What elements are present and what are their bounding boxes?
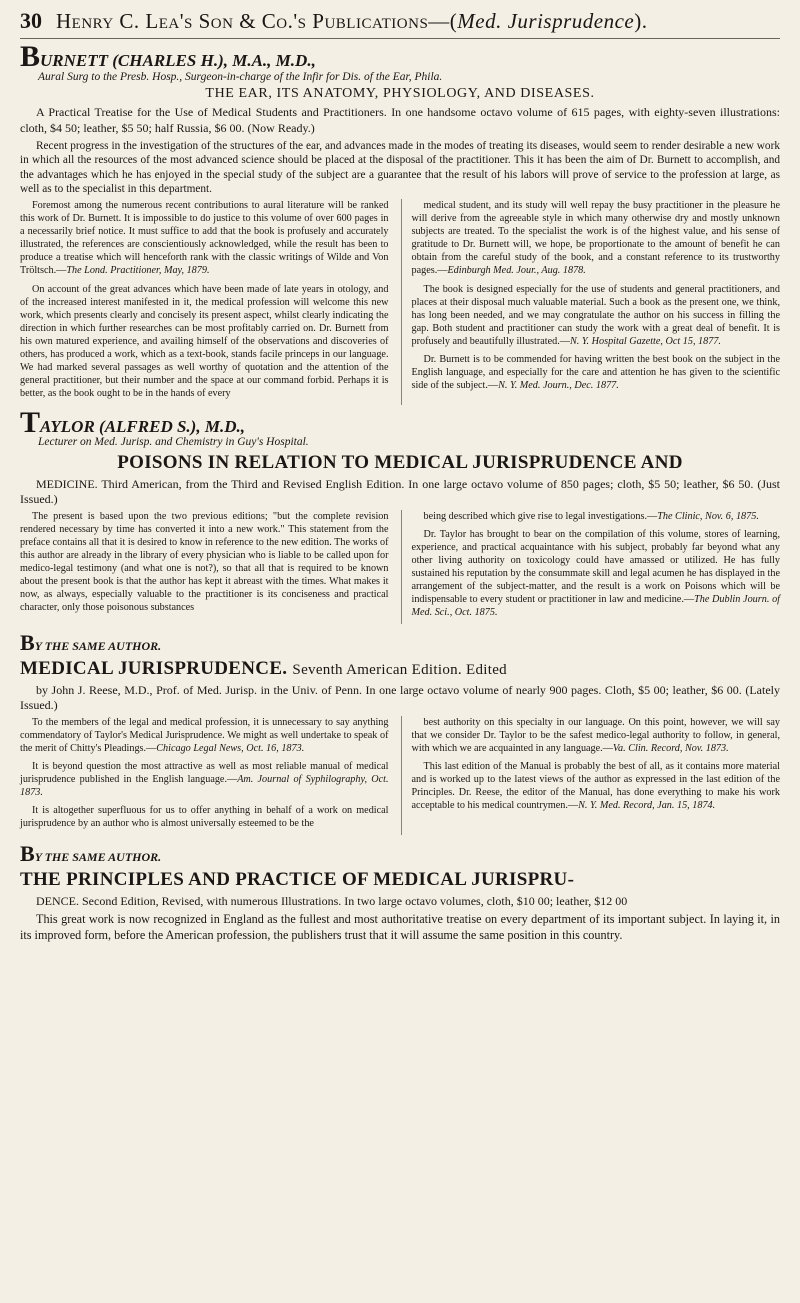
- running-title: Henry C. Lea's Son & Co.'s Publications—(Med. Jurisprudence).: [56, 9, 648, 33]
- by-same-author: BY THE SAME AUTHOR.: [20, 841, 162, 867]
- catalog-page: [20, 0, 780, 943]
- closing-paragraph: This great work is now recognized in England as the fullest and most authoritative treatise on every department of its important subject. In laying it, in its improved form, before the American profession, the publishers trust that it will assume the same position in this country.: [20, 912, 780, 942]
- review-quote: Dr. Burnett is to be commended for having written the best book on the subject in the English language, and especially for the care and attention he has given to the scientific side of the subject.—N. Y. Med. Journ., Dec. 1877.: [411, 353, 780, 391]
- review-column-right: [401, 199, 781, 405]
- author-affiliation: Lecturer on Med. Jurisp. and Chemistry in Guy's Hospital.: [38, 436, 309, 449]
- review-columns: [20, 199, 780, 405]
- review-quote: On account of the great advances which have been made of late years in otology, and of the increased interest manifested in it, the medical profession will welcome this new work, which presents clearly and concisely its present aspect, whilst clearly indicating the direction in which further researches can be most profitably carried on. Dr. Burnett from his own matured experience, and availing himself of the observations and discoveries of others, has produced a work, which as a text-book, stands facile princeps in our language. We had marked several passages as well worthy of quotation and the attention of the general practitioner, but their number and the space at our command forbid. Perhaps it is better, as the book ought to be in the hands of every: [20, 283, 389, 399]
- author-heading: BURNETT (CHARLES H.), M.A., M.D.,: [20, 40, 316, 73]
- review-quote: The book is designed especially for the use of students and general practitioners, and places at their disposal much valuable material. Such a book as the present one, we think, has long been needed, and we may congratulate the author on his success in filling the gap. Both student and practitioner can study the work with a great deal of benefit. It is profusely and beautifully illustrated.—N. Y. Hospital Gazette, Oct 15, 1877.: [411, 283, 780, 347]
- review-columns: [20, 510, 780, 624]
- book-title: THE PRINCIPLES AND PRACTICE OF MEDICAL JURISPRU-: [20, 869, 575, 891]
- lead-paragraph: Recent progress in the investigation of the structures of the ear, and advances made in the modes of treating its diseases, would seem to render desirable a new work in which all the resources of the most advanced science should be placed at the disposal of the practitioner. This it has been the aim of Dr. Burnett to accomplish, and the advantages which he has enjoyed in the special study of the subject are a guarantee that the result of his labors will prove of service to the profession at large, as well as to the specialist in this department.: [20, 139, 780, 195]
- entry-taylor-jurisprudence: [20, 630, 780, 835]
- review-column-right: [401, 716, 781, 835]
- review-quote: To the members of the legal and medical profession, it is unnecessary to say anything commendatory of Taylor's Medical Jurisprudence. We might as well undertake to speak of the merit of Chitty's Pleadings.—Chicago Legal News, Oct. 16, 1873.: [20, 716, 389, 754]
- review-quote: Dr. Taylor has brought to bear on the compilation of this volume, stores of learning, experience, and practical acquaintance with his subject, probably far beyond what any other living authority on toxicology could have amassed or utilized. He has fully sustained his reputation by the consummate skill and legal acumen he has displayed in the arrangement of the subject-matter, and the result is a work on Poisons which will be indispensable to every student or practitioner in law and medicine.—The Dublin Journ. of Med. Sci., Oct. 1875.: [411, 528, 780, 619]
- review-quote: It is altogether superfluous for us to offer anything in behalf of a work on medical jurisprudence by an author who is almost universally esteemed to be the: [20, 804, 389, 830]
- review-quote: being described which give rise to legal investigations.—The Clinic, Nov. 6, 1875.: [423, 510, 759, 522]
- entry-burnett: [20, 40, 780, 405]
- review-quote: This last edition of the Manual is probably the best of all, as it contains more material and is worked up to the latest views of the author as expressed in the last edition of the Principles. Dr. Reese, the editor of the Manual, has done everything to make his work acceptable to his medical countrymen.—N. Y. Med. Record, Jan. 15, 1874.: [411, 760, 780, 811]
- publication-details: MEDICINE. Third American, from the Third and Revised English Edition. In one large octavo volume of 850 pages; cloth, $5 50; leather, $6 50. (Just Issued.): [20, 477, 780, 507]
- review-quote: medical student, and its study will well repay the busy practitioner in the pleasure he will derive from the agreeable style in which many otherwise dry and mostly unknown subjects are treated. To the specialist the work is of the highest value, and his sense of gratitude to Dr. Burnett will, we hope, be proportionate to the amount of benefit he can obtain from the careful study of the book, and a constant reference to its trustworthy pages.—Edinburgh Med. Jour., Aug. 1878.: [411, 200, 780, 277]
- by-same-author: BY THE SAME AUTHOR.: [20, 630, 162, 656]
- review-quote: It is beyond question the most attractive as well as most reliable manual of medical jurisprudence published in the English language.—Am. Journal of Syphilography, Oct. 1873.: [20, 760, 389, 798]
- book-title: MEDICAL JURISPRUDENCE. Seventh American Edition. Edited: [20, 658, 507, 680]
- running-head: [20, 8, 780, 39]
- review-column-left: [20, 199, 389, 405]
- review-quote: Foremost among the numerous recent contributions to aural literature will be ranked this work of Dr. Burnett. It is impossible to do justice to this volume of over 600 pages in a necessarily brief notice. It must suffice to add that the book is profusely and accurately illustrated, the references are conscientiously acknowledged, while the result has been to produce a treatise which will henceforth rank with the classic writings of Wilde and Von Tröltsch.—The Lond. Practitioner, May, 1879.: [20, 200, 389, 277]
- review-columns: [20, 716, 780, 835]
- review-quote: The present is based upon the two previous editions; "but the complete revision rendered necessary by time has converted it into a new work." This statement from the preface contains all that it is desired to know in reference to the new edition. The works of this author are already in the library of every physician who is liable to be called upon for medico-legal testimony (and what one is not?), so that all that is required to be known about the present book is that the author has kept it abreast with the times. What makes it now, as always, especially valuable to the practitioner is its conciseness and practical character, only those poisonous substances: [20, 510, 389, 614]
- publication-details: by John J. Reese, M.D., Prof. of Med. Jurisp. in the Univ. of Penn. In one large octavo volume of nearly 900 pages. Cloth, $5 00; leather, $6 00. (Lately Issued.): [20, 682, 780, 713]
- author-heading: TAYLOR (ALFRED S.), M.D.,: [20, 405, 245, 439]
- page-number: 30: [20, 8, 42, 33]
- review-column-left: [20, 510, 389, 624]
- review-column-right: [401, 510, 781, 624]
- entry-taylor-poisons: [20, 405, 780, 624]
- entry-taylor-principles: [20, 841, 780, 943]
- review-column-left: [20, 716, 389, 835]
- author-affiliation: Aural Surg to the Presb. Hosp., Surgeon-in-charge of the Infir for Dis. of the Ear, Phila.: [38, 70, 443, 83]
- book-title: THE EAR, ITS ANATOMY, PHYSIOLOGY, AND DISEASES.: [205, 86, 595, 102]
- review-quote: best authority on this specialty in our language. On this point, however, we will say that we consider Dr. Taylor to be the safest medico-legal authority to follow, in general, with which we are acquainted in any language.—Va. Clin. Record, Nov. 1873.: [411, 716, 780, 754]
- publication-details: A Practical Treatise for the Use of Medical Students and Practitioners. In one handsome octavo volume of 615 pages, with eighty-seven illustrations: cloth, $4 50; leather, $5 50; half Russia, $6 00. (Now Ready.): [20, 105, 780, 135]
- publication-details: DENCE. Second Edition, Revised, with numerous Illustrations. In two large octavo volumes, cloth, $10 00; leather, $12 00: [36, 893, 628, 908]
- book-title: POISONS IN RELATION TO MEDICAL JURISPRUDENCE AND: [117, 452, 683, 474]
